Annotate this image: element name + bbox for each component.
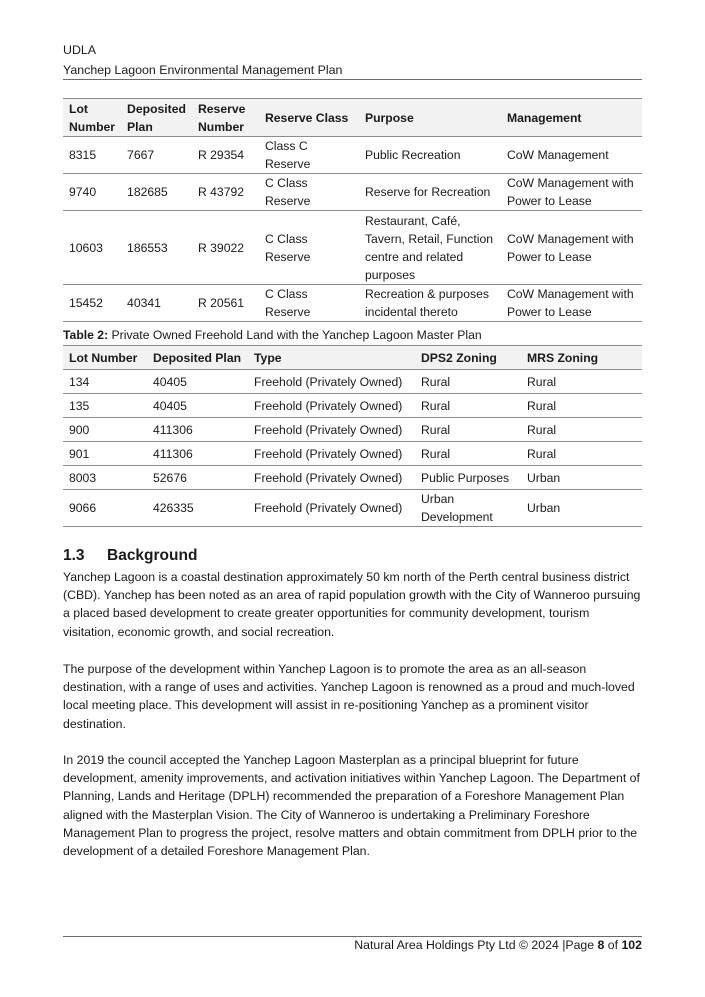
- caption-text: Private Owned Freehold Land with the Yanchep Lagoon Master Plan: [108, 328, 482, 342]
- col-management: Management: [506, 110, 582, 125]
- cell: Urban: [527, 470, 561, 485]
- footer-text: Natural Area Holdings Pty Ltd © 2024 |Page: [354, 938, 598, 952]
- cell: Urban: [527, 501, 561, 515]
- paragraph: The purpose of the development within Yanchep Lagoon is to promote the area as an all-season destination, with a range of uses and activities. Yanchep Lagoon is renowned as a proud and much-loved local meeting place. This development will assist in re-positioning Yanchep as a prominent visitor destination.: [63, 662, 635, 731]
- cell: R 39022: [197, 240, 245, 255]
- table-row: [63, 370, 642, 394]
- cell: 901: [69, 446, 90, 461]
- cell: C Class Reserve: [264, 287, 311, 319]
- cell: 7667: [127, 148, 155, 162]
- col-purpose: Purpose: [364, 110, 414, 125]
- cell: 40405: [153, 374, 187, 389]
- paragraph: Yanchep Lagoon is a coastal destination approximately 50 km north of the Perth central business district (CBD). Yanchep has been noted as an area of rapid population growth with the City of Wanneroo pursuing a placed based development to create greater opportunities for community development, tourism visitation, economic growth, and social recreation.: [63, 570, 641, 639]
- table-row: [63, 466, 642, 490]
- cell: R 20561: [197, 296, 245, 310]
- table2-caption: [63, 327, 482, 343]
- cell: Class C Reserve: [264, 139, 311, 171]
- table-row: [63, 490, 642, 527]
- cell: CoW Management with Power to Lease: [506, 231, 634, 264]
- cell: Reserve for Recreation: [364, 185, 491, 199]
- cell: 182685: [127, 185, 168, 199]
- col-deposited-plan: Deposited Plan: [127, 101, 186, 134]
- col-lot-number: Lot Number: [69, 101, 116, 134]
- header-divider: [63, 79, 642, 80]
- cell: Recreation & purposes incidental thereto: [364, 287, 489, 319]
- table-row: [63, 137, 642, 174]
- cell: Rural: [527, 446, 557, 461]
- page-header: [63, 40, 642, 80]
- cell: 426335: [153, 501, 194, 515]
- footer-of: of: [604, 938, 622, 952]
- header-org: UDLA: [63, 43, 97, 57]
- table-row: [63, 442, 642, 466]
- col-reserve-class: Reserve Class: [264, 110, 349, 125]
- cell: 9066: [69, 501, 97, 515]
- cell: Rural: [421, 446, 451, 461]
- cell: 15452: [69, 296, 103, 310]
- col-mrs-zoning: MRS Zoning: [527, 350, 599, 365]
- page-footer: [354, 936, 642, 954]
- cell: 186553: [127, 240, 168, 255]
- cell: Rural: [527, 398, 557, 413]
- page-number: 8: [597, 938, 605, 952]
- cell: Rural: [421, 374, 451, 389]
- col-dps2-zoning: DPS2 Zoning: [421, 350, 497, 365]
- page-total: 102: [621, 938, 642, 952]
- table-row: [63, 418, 642, 442]
- cell: Freehold (Privately Owned): [254, 398, 403, 413]
- section-heading: [63, 546, 197, 566]
- cell: Freehold (Privately Owned): [254, 446, 403, 461]
- col-lot-number: Lot Number: [69, 350, 138, 365]
- section-number: 1.3: [63, 547, 85, 564]
- cell: Rural: [421, 422, 451, 437]
- cell: R 29354: [197, 148, 245, 162]
- table-header-row: [63, 346, 642, 370]
- table-row: [63, 174, 642, 211]
- cell: Freehold (Privately Owned): [254, 501, 403, 515]
- cell: Restaurant, Café, Tavern, Retail, Function centre and related purposes: [364, 213, 493, 282]
- cell: 9740: [69, 185, 97, 199]
- freehold-table: [63, 345, 642, 527]
- cell: C Class Reserve: [264, 231, 311, 264]
- cell: 40405: [153, 398, 187, 413]
- col-type: Type: [254, 350, 282, 365]
- cell: Public Purposes: [421, 470, 510, 485]
- cell: 411306: [153, 422, 193, 437]
- cell: Freehold (Privately Owned): [254, 422, 403, 437]
- table-row: [63, 394, 642, 418]
- cell: 135: [69, 398, 90, 413]
- col-reserve-number: Reserve Number: [197, 101, 246, 134]
- table-header-row: [63, 99, 642, 137]
- table-row: [63, 211, 642, 285]
- cell: Urban Development: [421, 492, 493, 524]
- cell: Rural: [421, 398, 451, 413]
- cell: 52676: [153, 470, 187, 485]
- cell: Freehold (Privately Owned): [254, 470, 403, 485]
- cell: Public Recreation: [364, 148, 461, 162]
- cell: 134: [69, 374, 90, 389]
- cell: 8003: [69, 470, 97, 485]
- paragraph: In 2019 the council accepted the Yanchep Lagoon Masterplan as a principal blueprint for future development, amenity improvements, and activation initiatives within Yanchep Lagoon. The Department of Planning, Lands and Heritage (DPLH) recommended the preparation of a Foreshore Management Plan aligned with the Masterplan Vision. The City of Wanneroo is undertaking a Preliminary Foreshore Management Plan to progress the project, resolve matters and obtain commitment from DPLH prior to the development of a detailed Foreshore Management Plan.: [63, 753, 640, 859]
- cell: 411306: [153, 446, 193, 461]
- cell: 8315: [69, 148, 97, 162]
- cell: 40341: [127, 296, 161, 310]
- cell: Freehold (Privately Owned): [254, 374, 403, 389]
- cell: 10603: [69, 240, 103, 255]
- col-deposited-plan: Deposited Plan: [153, 350, 242, 365]
- cell: C Class Reserve: [264, 176, 311, 208]
- reserve-table: [63, 98, 642, 322]
- cell: Rural: [527, 422, 557, 437]
- caption-label: Table 2:: [63, 328, 109, 342]
- cell: CoW Management with Power to Lease: [506, 176, 634, 208]
- cell: Rural: [527, 374, 557, 389]
- cell: R 43792: [197, 185, 245, 199]
- cell: 900: [69, 422, 90, 437]
- header-doc-title: Yanchep Lagoon Environmental Management Plan: [63, 63, 343, 77]
- table-row: [63, 285, 642, 322]
- cell: CoW Management: [506, 148, 609, 162]
- section-title: Background: [107, 547, 198, 564]
- cell: CoW Management with Power to Lease: [506, 287, 634, 319]
